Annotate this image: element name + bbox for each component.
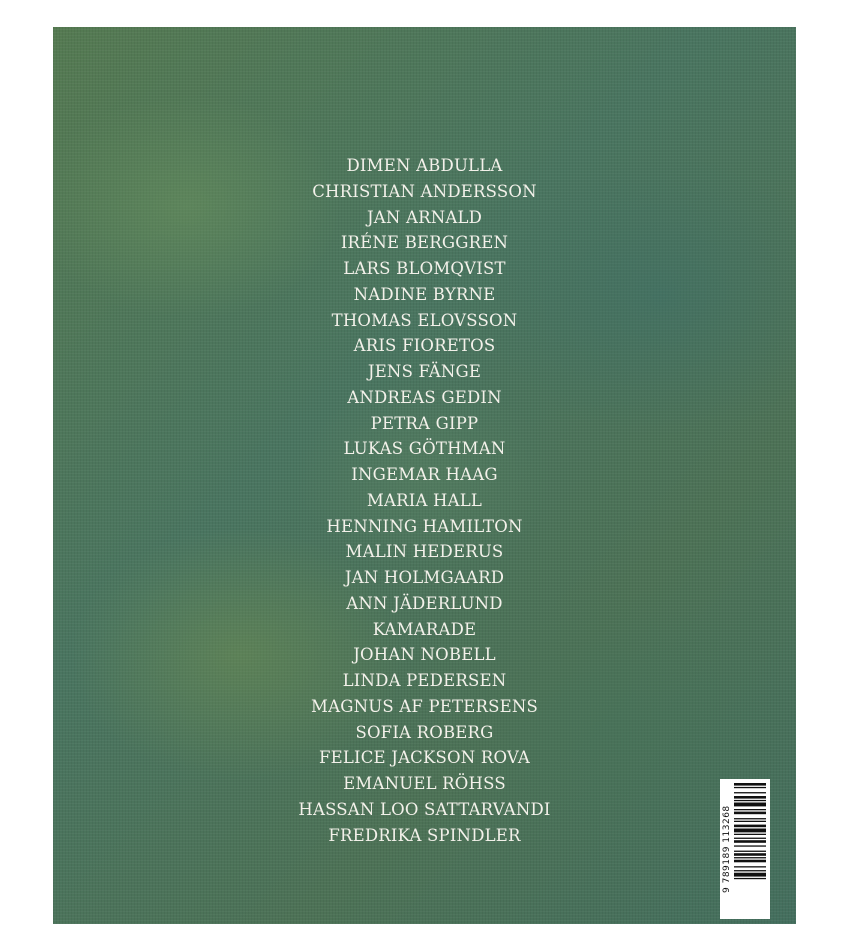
barcode-bar [734, 803, 766, 807]
contributor-name: LARS BLOMQVIST [343, 259, 506, 278]
contributor-name: CHRISTIAN ANDERSSON [312, 181, 537, 201]
contributor-name: HASSAN LOO SATTARVANDI [298, 799, 551, 819]
book-back-cover [53, 27, 796, 924]
contributor-name: JENS FÄNGE [367, 362, 482, 381]
contributor-name: JAN HOLMGAARD [344, 568, 505, 587]
contributor-name: JAN ARNALD [366, 207, 483, 227]
contributor-name: NADINE BYRNE [353, 284, 496, 304]
contributor-name: DIMEN ABDULLA [346, 156, 503, 175]
contributor-name: MAGNUS AF PETERSENS [310, 696, 538, 716]
barcode-bar [734, 825, 766, 828]
barcode-bar [734, 873, 766, 877]
contributor-name: IRÉNE BERGGREN [340, 233, 509, 253]
barcode-bar [734, 829, 766, 833]
isbn-barcode [720, 779, 770, 919]
barcode-bar [734, 792, 766, 793]
contributor-name: ANDREAS GEDIN [347, 387, 502, 407]
barcode-bar [734, 800, 766, 801]
contributor-name: FREDRIKA SPINDLER [328, 825, 521, 845]
barcode-bar [734, 812, 766, 815]
barcode-bar [734, 796, 766, 799]
contributor-name: THOMAS ELOVSSON [331, 310, 518, 330]
contributor-name: LUKAS GÖTHMAN [343, 439, 506, 459]
barcode-bar [734, 851, 766, 852]
barcode-bar [734, 878, 766, 879]
contributor-name: KAMARADE [372, 619, 477, 639]
contributor-name: HENNING HAMILTON [326, 516, 523, 536]
barcode-bar [734, 857, 766, 858]
contributor-name: SOFIA ROBERG [355, 722, 494, 742]
contributor-name: EMANUEL RÖHSS [343, 774, 506, 793]
barcode-bar [734, 870, 766, 871]
barcode-bar [734, 783, 766, 786]
barcode-bar [734, 866, 766, 867]
barcode-bar [734, 787, 766, 788]
barcode-bar [734, 845, 766, 846]
contributor-name: MALIN HEDERUS [345, 542, 504, 562]
contributor-name: ANN JÄDERLUND [346, 593, 503, 613]
contributor-name: INGEMAR HAAG [351, 465, 498, 484]
barcode-bar [734, 821, 766, 822]
barcode-bar [734, 834, 766, 835]
barcode-bar [734, 840, 766, 843]
barcode-bar [734, 818, 766, 819]
barcode-bars [734, 783, 766, 915]
contributor-name: PETRA GIPP [370, 413, 479, 433]
isbn-number: 9 789189 113268 [722, 805, 732, 893]
contributor-name: JOHAN NOBELL [353, 645, 496, 665]
contributor-name: ARIS FIORETOS [353, 336, 496, 356]
contributor-name: LINDA PEDERSEN [342, 671, 507, 690]
contributor-list [53, 153, 796, 848]
contributor-name: MARIA HALL [366, 490, 483, 510]
barcode-bar [734, 860, 766, 863]
contributor-name: FELICE JACKSON ROVA [318, 748, 531, 768]
barcode-bar [734, 853, 766, 856]
barcode-bar [734, 838, 766, 839]
barcode-bar [734, 809, 766, 810]
